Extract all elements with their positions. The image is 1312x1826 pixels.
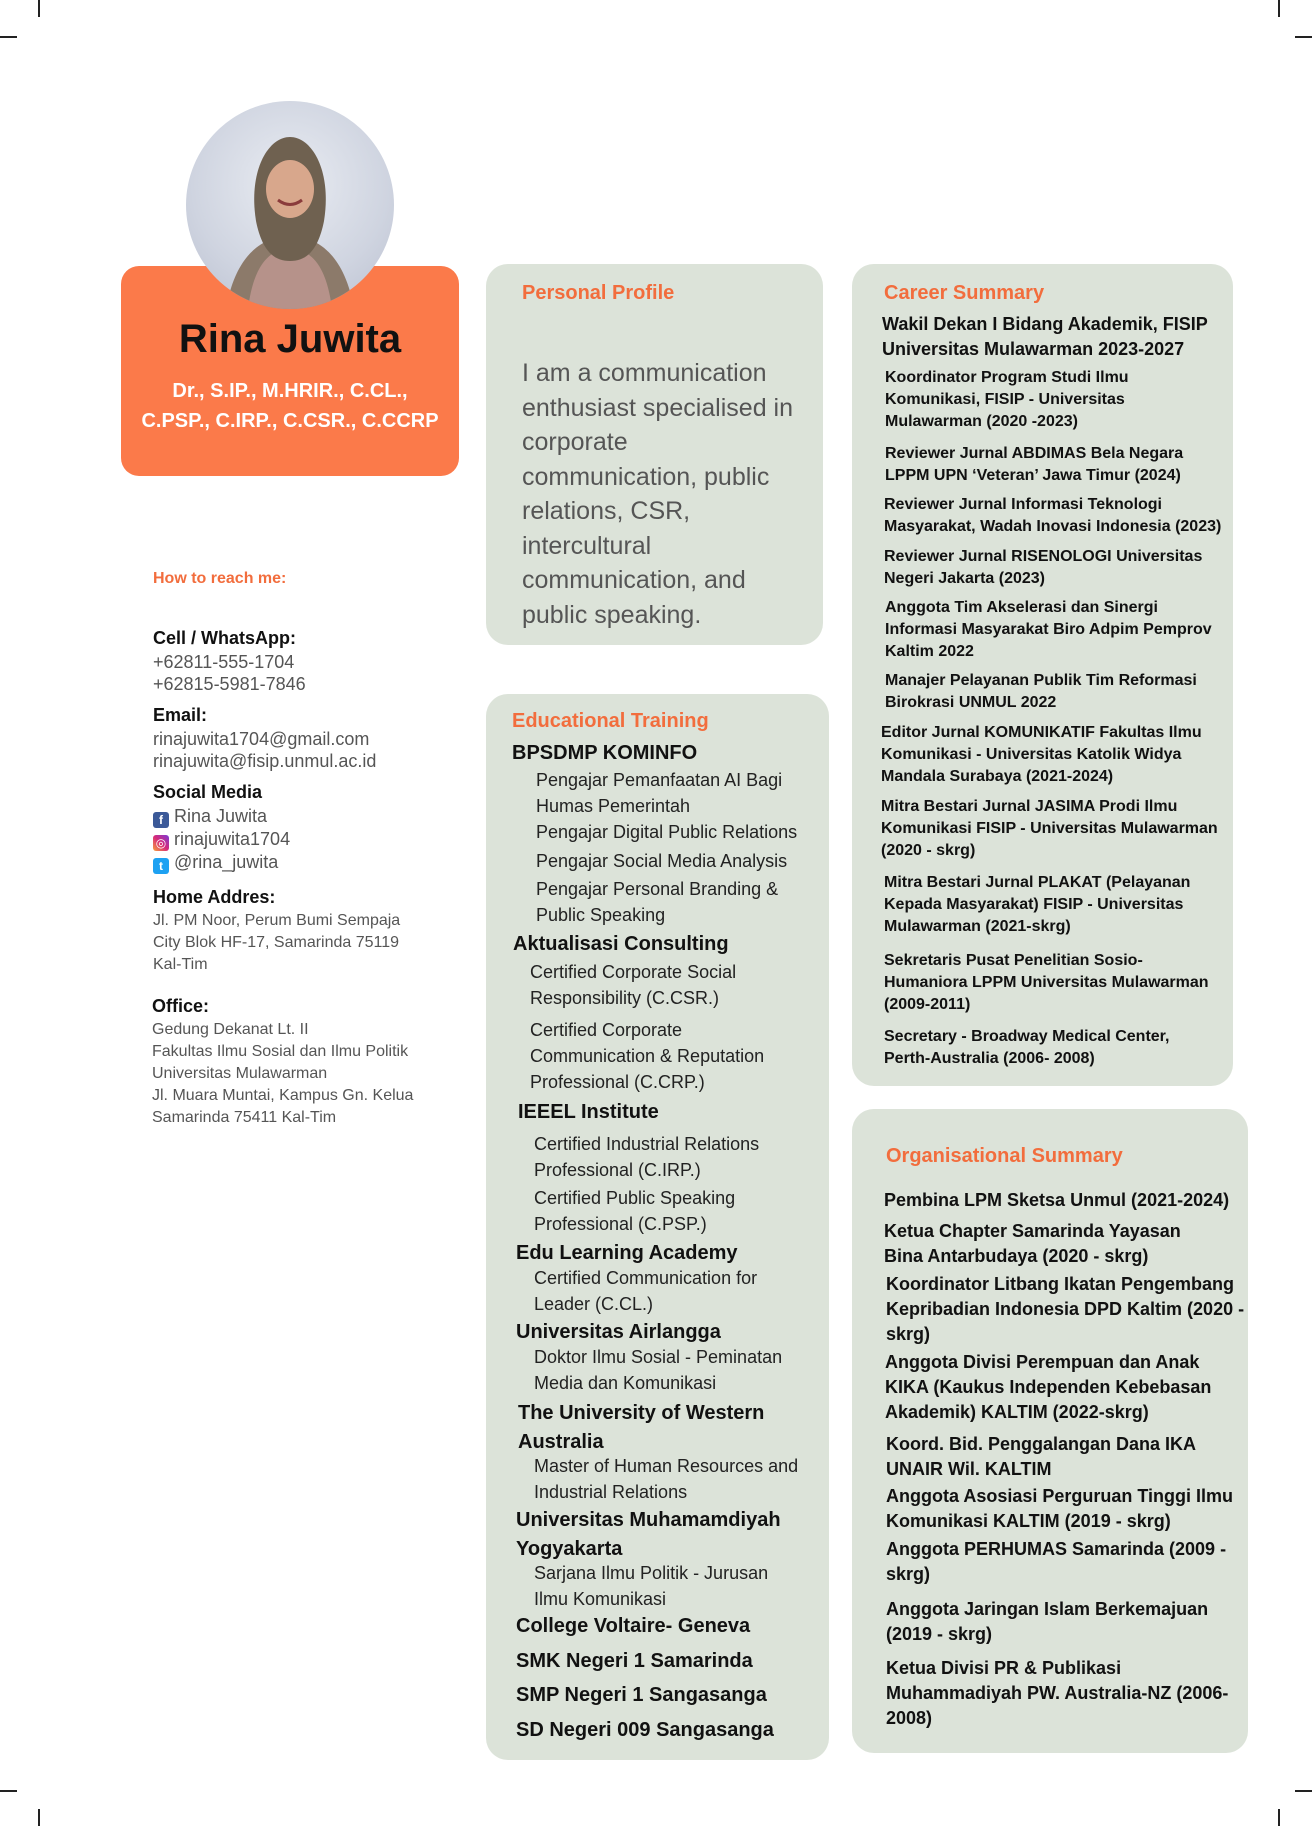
institution: SD Negeri 009 Sangasanga bbox=[516, 1719, 774, 1741]
career-item: Reviewer Jurnal ABDIMAS Bela Negara LPPM UPN ‘Veteran’ Jawa Timur (2024) bbox=[885, 445, 1184, 484]
institution: Edu Learning Academy bbox=[516, 1242, 738, 1264]
educational-training-card bbox=[486, 694, 829, 1760]
crop-mark bbox=[0, 1790, 17, 1792]
person-name: Rina Juwita bbox=[178, 317, 402, 361]
institution: Aktualisasi Consulting bbox=[513, 933, 729, 955]
email-label: Email: bbox=[153, 705, 208, 725]
career-item: Mitra Bestari Jurnal PLAKAT (Pelayanan Kepada Masyarakat) FISIP - Universitas Mulawarman (2021-skrg) bbox=[884, 874, 1191, 935]
social-twitter[interactable] bbox=[153, 851, 290, 874]
training-item: Certified Industrial Relations Professional (C.IRP.) bbox=[534, 1134, 760, 1180]
training-item: Pengajar Social Media Analysis bbox=[536, 851, 788, 871]
email-address[interactable]: rinajuwita1704@gmail.com bbox=[153, 729, 370, 749]
institution: BPSDMP KOMINFO bbox=[512, 742, 698, 764]
profile-text: I am a communication enthusiast specialised in corporate communication, public relations, CSR, intercultural communication, and public speaking. bbox=[522, 359, 793, 629]
career-summary-card bbox=[852, 264, 1233, 1086]
training-item: Certified Corporate Communication & Reputation Professional (C.CRP.) bbox=[530, 1020, 765, 1092]
career-item: Koordinator Program Studi Ilmu Komunikasi, FISIP - Universitas Mulawarman (2020 -2023) bbox=[885, 369, 1129, 430]
organisation-item: Anggota Divisi Perempuan dan Anak KIKA (Kaukus Independen Kebebasan Akademik) KALTIM (2022-skrg) bbox=[885, 1352, 1212, 1422]
career-item: Secretary - Broadway Medical Center, Perth-Australia (2006- 2008) bbox=[884, 1028, 1170, 1067]
training-item: Pengajar Digital Public Relations bbox=[536, 822, 798, 842]
home-address-label: Home Addres: bbox=[153, 887, 276, 907]
organisation-item: Pembina LPM Sketsa Unmul (2021-2024) bbox=[884, 1190, 1230, 1210]
facebook-icon: f bbox=[153, 812, 169, 828]
email-address[interactable]: rinajuwita@fisip.unmul.ac.id bbox=[153, 751, 377, 771]
social-handle: rinajuwita1704 bbox=[174, 829, 291, 849]
phone-number[interactable]: +62811-555-1704 bbox=[153, 652, 295, 672]
crop-mark bbox=[1278, 1809, 1280, 1826]
social-handle: Rina Juwita bbox=[174, 806, 268, 826]
office-address-line: Fakultas Ilmu Sosial dan Ilmu Politik bbox=[152, 1043, 409, 1060]
section-title: Career Summary bbox=[884, 282, 1045, 304]
organisational-summary-card bbox=[852, 1109, 1248, 1753]
career-item: Reviewer Jurnal Informasi Teknologi Masyarakat, Wadah Inovasi Indonesia (2023) bbox=[884, 496, 1222, 535]
career-item: Editor Jurnal KOMUNIKATIF Fakultas Ilmu Komunikasi - Universitas Katolik Widya Mandala Surabaya (2021-2024) bbox=[881, 724, 1202, 785]
institution: SMP Negeri 1 Sangasanga bbox=[516, 1684, 767, 1706]
organisation-item: Koordinator Litbang Ikatan Pengembang Kepribadian Indonesia DPD Kaltim (2020 - skrg) bbox=[886, 1274, 1245, 1344]
organisation-item: Koord. Bid. Penggalangan Dana IKA UNAIR Wil. KALTIM bbox=[886, 1434, 1196, 1479]
organisation-item: Anggota Jaringan Islam Berkemajuan (2019 - skrg) bbox=[886, 1599, 1209, 1644]
institution: IEEEL Institute bbox=[518, 1101, 659, 1123]
training-item: Certified Public Speaking Professional (C.PSP.) bbox=[534, 1188, 736, 1234]
institution: SMK Negeri 1 Samarinda bbox=[516, 1650, 753, 1672]
career-lead: Wakil Dekan I Bidang Akademik, FISIP Universitas Mulawarman 2023-2027 bbox=[882, 314, 1208, 359]
crop-mark bbox=[38, 1809, 40, 1826]
home-address-line: City Blok HF-17, Samarinda 75119 bbox=[153, 934, 400, 951]
section-title: Personal Profile bbox=[522, 282, 675, 304]
home-address-line: Kal-Tim bbox=[153, 956, 208, 973]
home-address-line: Jl. PM Noor, Perum Bumi Sempaja bbox=[153, 912, 401, 929]
office-label: Office: bbox=[152, 996, 210, 1016]
training-item: Certified Corporate Social Responsibility (C.CSR.) bbox=[530, 962, 737, 1008]
phone-number[interactable]: +62815-5981-7846 bbox=[153, 674, 306, 694]
social-media-label: Social Media bbox=[153, 782, 263, 802]
career-item: Reviewer Jurnal RISENOLOGI Universitas Negeri Jakarta (2023) bbox=[884, 548, 1203, 587]
organisation-item: Anggota Asosiasi Perguruan Tinggi Ilmu Komunikasi KALTIM (2019 - skrg) bbox=[886, 1486, 1234, 1531]
crop-mark bbox=[38, 0, 40, 17]
office-address-line: Samarinda 75411 Kal-Tim bbox=[152, 1109, 337, 1126]
social-instagram[interactable] bbox=[153, 828, 290, 851]
crop-mark bbox=[1278, 0, 1280, 17]
section-title: Educational Training bbox=[512, 710, 709, 732]
training-item: Pengajar Pemanfaatan AI Bagi Humas Pemerintah bbox=[536, 770, 783, 816]
training-item: Master of Human Resources and Industrial Relations bbox=[534, 1456, 799, 1502]
organisation-item: Anggota PERHUMAS Samarinda (2009 - skrg) bbox=[886, 1539, 1227, 1584]
degree-titles: Dr., S.IP., M.HRIR., C.CL., C.PSP., C.IRP., C.CSR., C.CCRP bbox=[141, 380, 439, 432]
career-item: Manajer Pelayanan Publik Tim Reformasi Birokrasi UNMUL 2022 bbox=[885, 672, 1197, 711]
crop-mark bbox=[0, 36, 17, 38]
institution: Universitas Muhamamdiyah Yogyakarta bbox=[516, 1509, 781, 1560]
institution: College Voltaire- Geneva bbox=[516, 1615, 751, 1637]
office-address-line: Universitas Mulawarman bbox=[152, 1065, 328, 1082]
organisation-item: Ketua Divisi PR & Publikasi Muhammadiyah PW. Australia-NZ (2006-2008) bbox=[886, 1658, 1229, 1728]
section-title: Organisational Summary bbox=[886, 1145, 1123, 1167]
cell-label: Cell / WhatsApp: bbox=[153, 628, 296, 648]
training-item: Doktor Ilmu Sosial - Peminatan Media dan Komunikasi bbox=[534, 1347, 783, 1393]
office-address-line: Gedung Dekanat Lt. II bbox=[152, 1021, 309, 1038]
instagram-icon: ◎ bbox=[153, 835, 169, 851]
twitter-icon: t bbox=[153, 858, 169, 874]
training-item: Certified Communication for Leader (C.CL.) bbox=[534, 1268, 758, 1314]
crop-mark bbox=[1295, 1790, 1312, 1792]
career-item: Anggota Tim Akselerasi dan Sinergi Informasi Masyarakat Biro Adpim Pemprov Kaltim 2022 bbox=[885, 599, 1212, 660]
social-handle: @rina_juwita bbox=[174, 852, 279, 872]
institution: Universitas Airlangga bbox=[516, 1321, 721, 1343]
office-address-line: Jl. Muara Muntai, Kampus Gn. Kelua bbox=[152, 1087, 414, 1104]
contact-heading: How to reach me: bbox=[153, 570, 287, 587]
social-facebook[interactable] bbox=[153, 805, 290, 828]
organisation-item: Ketua Chapter Samarinda Yayasan Bina Antarbudaya (2020 - skrg) bbox=[884, 1221, 1181, 1266]
training-item: Pengajar Personal Branding & Public Speaking bbox=[536, 879, 779, 925]
crop-mark bbox=[1295, 36, 1312, 38]
training-item: Sarjana Ilmu Politik - Jurusan Ilmu Komunikasi bbox=[534, 1563, 769, 1609]
career-item: Mitra Bestari Jurnal JASIMA Prodi Ilmu Komunikasi FISIP - Universitas Mulawarman (2020 - skrg) bbox=[881, 798, 1218, 859]
profile-photo bbox=[186, 101, 394, 309]
career-item: Sekretaris Pusat Penelitian Sosio-Humaniora LPPM Universitas Mulawarman (2009-2011) bbox=[884, 952, 1209, 1013]
institution: The University of Western Australia bbox=[518, 1402, 765, 1453]
personal-profile-card bbox=[486, 264, 823, 645]
